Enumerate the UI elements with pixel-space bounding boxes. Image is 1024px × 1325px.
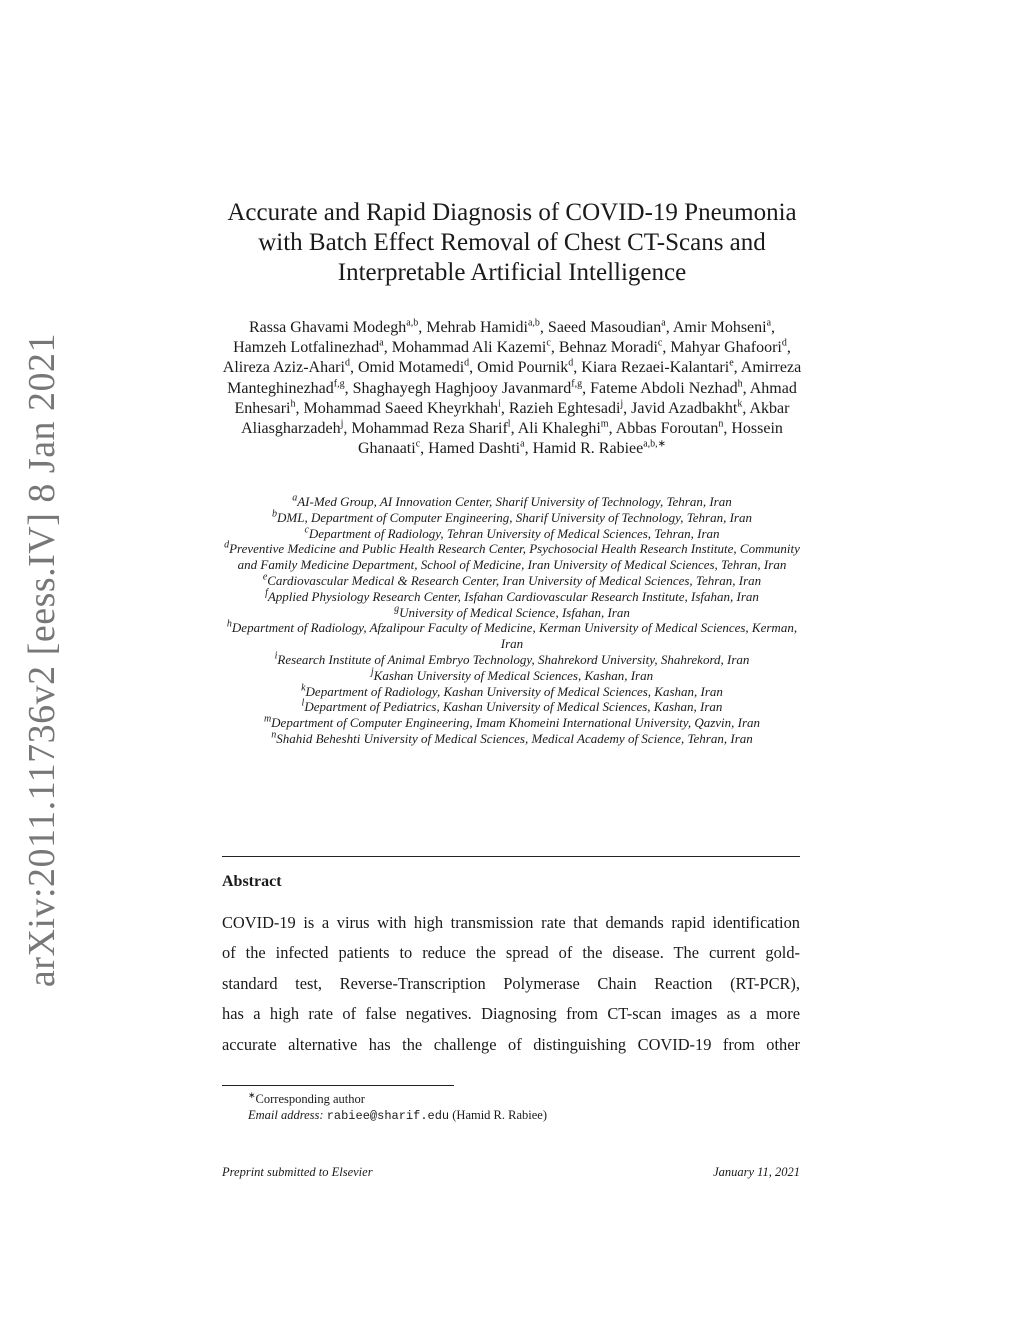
affiliation-text: Shahid Beheshti University of Medical Sciences, Medical Academy of Science, Tehran, Iran [276,730,753,746]
affiliation [222,620,802,652]
page-footer [222,1165,800,1180]
affiliation-mark: d [224,540,230,552]
author-affiliation-mark: f,g [333,378,345,390]
abstract-line: has a high rate of false negatives. Diagnosing from CT-scan images as a more [222,1004,800,1024]
author-affiliation-mark: a [379,337,384,349]
author-name: Amir Mohseni [672,319,767,336]
paper-title [222,198,802,288]
affiliation [222,541,802,573]
author-affiliation-mark: d [781,337,787,349]
author-affiliation-mark: d [464,358,470,370]
email-label: Email address: [248,1108,324,1122]
footer-date: January 11, 2021 [713,1165,800,1179]
author-name: Shaghayegh Haghjooy Javanmard [352,379,572,397]
author-affiliation-mark: a [766,317,772,329]
author [477,359,573,376]
abstract-line: standard test, Reverse-Transcription Polymerase Chain Reaction (RT-PCR), [222,973,800,993]
author-name: Javid Azadbakht [631,399,738,417]
author [353,380,582,397]
author-name: Mahyar Ghafoori [670,339,782,357]
affiliation-text: Cardiovascular Medical & Research Center, Iran University of Medical Sciences, Tehran, Iran [267,572,762,588]
author [590,380,743,397]
affiliation-text: Department of Computer Engineering, Imam Khomeini International University, Qazvin, Iran [271,715,761,731]
abstract-body [222,908,800,1060]
author-affiliation-mark: a,b,∗ [643,438,667,450]
affiliation-mark: a [292,492,298,504]
affiliation [222,715,802,731]
author-name: Omid Pournik [477,359,569,377]
author-affiliation-mark: c [415,438,421,450]
author-name: Hamid R. Rabiee [532,440,644,458]
affiliation-mark: m [263,713,272,725]
author-name: Hamzeh Lotfalinezhad [233,339,380,357]
author-affiliation-mark: c [546,337,551,349]
author [223,359,350,376]
author-name: Rassa Ghavami Modegh [248,319,407,336]
affiliation-mark: e [262,571,268,583]
author-affiliation-mark: m [600,418,609,430]
author [548,319,666,336]
abstract-line: accurate alternative has the challenge of distinguishing COVID-19 from other [222,1034,800,1054]
abstract-top-rule [222,856,800,857]
author-affiliation-mark: a,b [527,317,540,329]
affiliation-text: Kashan University of Medical Sciences, Kashan, Iran [373,667,654,683]
author [616,420,724,437]
author-affiliation-mark: a [661,317,666,329]
author [426,319,540,336]
author-affiliation-mark: d [344,358,350,370]
author [303,400,500,417]
author-name: Razieh Eghtesadi [508,399,621,417]
affiliation [222,652,802,668]
affiliation-text: Research Institute of Animal Embryo Technology, Shahrekord University, Shahrekord, Iran [277,651,750,667]
author [351,420,510,437]
affiliation [222,494,802,510]
author-name: Hamed Dashti [428,440,521,458]
author-name: Amirreza Manteghinezhad [227,359,802,397]
author-affiliation-mark: n [718,418,724,430]
affiliation [222,605,802,621]
affiliation-mark: l [301,698,305,710]
author-name: Akbar Aliasgharzadeh [241,399,790,438]
author-name: Mohammad Ali Kazemi [391,339,547,357]
author-affiliation-mark: a,b [406,317,419,329]
author-name: Alireza Aziz-Ahari [222,359,345,377]
affiliation-mark: i [274,650,278,662]
arxiv-identifier: arXiv:2011.11736v2 [eess.IV] 8 Jan 2021 [21,332,63,988]
affiliation-text: Preventive Medicine and Public Health Research Center, Psychosocial Health Research Institute, Community and Family Medicine Department, School of Medicine, Iran University of Medical Sciences, Tehran, Iran [229,541,800,573]
author-affiliation-mark: d [568,358,574,370]
affiliation-text: Applied Physiology Research Center, Isfahan Cardiovascular Research Institute, Isfahan, Iran [267,588,759,604]
author-name: Saeed Masoudian [547,319,662,336]
author [581,359,733,376]
author-affiliation-mark: c [657,337,663,349]
affiliation [222,526,802,542]
affiliation-text: Department of Radiology, Kashan University of Medical Sciences, Kashan, Iran [305,683,723,699]
author-name: Mehrab Hamidi [426,319,528,336]
title-line: Interpretable Artificial Intelligence [337,259,687,286]
author-affiliation-mark: e [729,358,734,370]
email-owner: (Hamid R. Rabiee) [452,1108,548,1122]
author-name: Omid Motamedi [357,359,465,377]
affiliation [222,510,802,526]
author-name: Abbas Foroutan [615,420,719,438]
author-affiliation-mark: k [737,398,743,410]
corresponding-footnote [248,1091,547,1124]
author [518,420,609,437]
author-affiliation-mark: j [620,398,624,410]
affiliation [222,731,802,747]
affiliation-mark: g [394,603,400,615]
author [670,339,787,356]
footnote-rule [222,1085,454,1086]
affiliation-text: University of Medical Science, Isfahan, Iran [399,604,630,620]
author [428,440,524,457]
abstract-heading: Abstract [222,873,282,890]
author [533,440,666,457]
author-name: Mohammad Saeed Kheyrkhah [303,399,499,417]
affiliation [222,573,802,589]
author-affiliation-mark: h [290,398,296,410]
affiliation-text: DML, Department of Computer Engineering, Sharif University of Technology, Tehran, Iran [277,509,752,525]
affiliation [222,589,802,605]
footnote-mark: ∗ [248,1089,256,1100]
author-name: Kiara Rezaei-Kalantari [581,359,730,377]
affiliation-mark: j [370,666,374,678]
author-name: Mohammad Reza Sharif [351,420,508,438]
affiliation [222,699,802,715]
abstract-line: of the infected patients to reduce the spread of the disease. The current gold- [222,943,800,963]
author [358,359,469,376]
author [509,400,623,417]
author-affiliation-mark: l [507,418,511,430]
author [249,319,418,336]
footer-preprint: Preprint submitted to Elsevier [222,1165,373,1179]
affiliation-mark: h [226,619,232,631]
affiliation-text: Department of Radiology, Afzalipour Faculty of Medicine, Kerman University of Medical Sciences, Kerman, Iran [231,620,798,652]
author-affiliation-mark: f,g [571,378,583,390]
author-affiliation-mark: i [498,398,501,410]
author [392,339,551,356]
author [673,319,771,336]
author-name: Hossein Ghanaati [357,420,783,458]
affiliation-text: AI-Med Group, AI Innovation Center, Sharif University of Technology, Tehran, Iran [297,494,732,509]
affiliation-mark: f [265,587,268,599]
author-affiliation-mark: j [340,418,344,430]
affiliation [222,684,802,700]
author-list: Rassa Ghavami Modegh$^{a,b}$, Mehrab Hamidi$^{a,b}$, Saeed Masoudian$^a$, Amir Mohseni$^a$, Hamzeh Lotfalinezhad$^a$, Mohammad Ali Kazemi$^c$, Behnaz Moradi$^c$, Mahyar Ghafoori$^d$, Alireza Aziz-Ahari$^d$, Omid Motamedi$^d$, Omid Pournik$^d$, Kiara Rezaei-Kalantari$^e$, Amirreza Manteghinezhad$^{f,g}$, Shaghayegh Haghjooy Javanmard$^{f,g}$, Fateme Abdoli Nezhad$^h$, Ahmad Enhesari$^h$, Mohammad Saeed Kheyrkhah$^i$, Razieh Eghtesadi$^j$, Javid Azadbakht$^k$, Akbar Aliasgharzadeh$^j$, Mohammad Reza Sharif$^l$, Ali Khaleghi$^m$, Abbas Foroutan$^n$, Hossein Ghanaati$^c$, Hamed Dashti$^a$, Hamid R. Rabiee$^{a,b,∗}$ [222,317,802,458]
affiliation-mark: k [301,682,306,694]
abstract-line: COVID-19 is a virus with high transmission rate that demands rapid identification [222,913,800,932]
affiliation-text: Department of Radiology, Tehran University of Medical Sciences, Tehran, Iran [308,525,720,541]
author-affiliation-mark: a [520,438,525,450]
author-name: Ahmad Enhesari [234,379,797,417]
author [233,339,384,356]
author-name: Fateme Abdoli Nezhad [590,379,738,397]
title-line: with Batch Effect Removal of Chest CT-Scans and [258,229,766,256]
email-link[interactable]: rabiee@sharif.edu [326,1109,450,1123]
affiliation-mark: n [271,729,277,741]
affiliation-list [222,494,802,747]
author-affiliation-mark: h [737,378,743,390]
corresponding-label: Corresponding author [255,1092,365,1106]
author-name: Behnaz Moradi [558,339,658,357]
author [631,400,742,417]
affiliation-mark: b [272,508,278,520]
author [559,339,663,356]
title-line: Accurate and Rapid Diagnosis of COVID-19 Pneumonia [227,199,797,226]
affiliation [222,668,802,684]
affiliation-mark: c [304,524,309,536]
affiliation-text: Department of Pediatrics, Kashan University of Medical Sciences, Kashan, Iran [304,699,723,715]
author-name: Ali Khaleghi [517,420,601,438]
